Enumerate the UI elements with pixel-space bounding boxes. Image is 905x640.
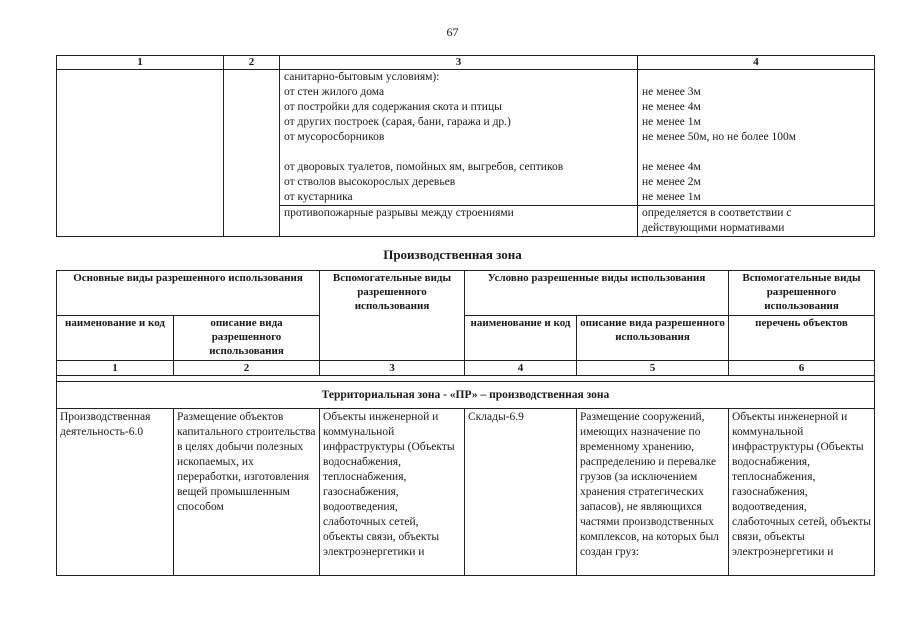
name-code-header: наименование и код <box>465 316 577 361</box>
distance-item: санитарно-бытовым условиям): <box>284 71 440 83</box>
column-number: 6 <box>729 361 875 376</box>
name-code-header: наименование и код <box>57 316 174 361</box>
zone-row <box>57 382 875 409</box>
aux-uses-header: Вспомогательные виды разрешенного использования <box>320 271 465 361</box>
column-number: 5 <box>577 361 729 376</box>
main-uses-header: Основные виды разрешенного использования <box>57 271 320 316</box>
distance-value: не менее 4м <box>642 101 701 113</box>
use-description: Размещение сооружений, имеющих назначение по временному хранению, распределению и перевалке грузов (за исключением хранения стратегических запасов), не являющихся частями производственных комплексов, на которых был создан груз: <box>577 409 729 576</box>
distance-value: не менее 1м <box>642 116 701 128</box>
empty-cell <box>57 70 224 237</box>
empty-cell <box>224 70 280 237</box>
distance-value: не менее 4м <box>642 161 701 173</box>
distance-item: от дворовых туалетов, помойных ям, выгребов, септиков <box>284 161 564 173</box>
aux-uses-header-2: Вспомогательные виды разрешенного использования <box>729 271 875 316</box>
fire-gap-value: определяется в соответствии с действующими нормативами <box>638 206 875 237</box>
description-header: описание вида разрешенного использования <box>577 316 729 361</box>
distance-descriptions <box>280 70 638 206</box>
conditional-uses-header: Условно разрешенные виды использования <box>465 271 729 316</box>
spacer <box>642 70 870 85</box>
object-list-header: перечень объектов <box>729 316 875 361</box>
header-cell: 2 <box>224 56 280 70</box>
table-header-row <box>57 56 875 70</box>
column-number: 4 <box>465 361 577 376</box>
spacer <box>642 145 870 160</box>
use-name-code: Производственная деятельность-6.0 <box>57 409 174 576</box>
distance-values <box>638 70 875 206</box>
distance-item: от других построек (сарая, бани, гаража и др.) <box>284 116 511 128</box>
sub-header-row <box>57 316 875 361</box>
distance-item: от стволов высокорослых деревьев <box>284 176 456 188</box>
column-number: 1 <box>57 361 174 376</box>
column-number: 3 <box>320 361 465 376</box>
page-number: 67 <box>446 25 459 39</box>
distance-item: от мусоросборников <box>284 131 385 143</box>
use-name-code: Склады-6.9 <box>465 409 577 576</box>
zone-row-label: Территориальная зона - «ПР» – производственная зона <box>57 382 875 409</box>
table-row <box>57 70 875 206</box>
object-list: Объекты инженерной и коммунальной инфраструктуры (Объекты водоснабжения, теплоснабжения, газоснабжения, водоотведения, слаботочных сетей, объекты связи, объекты электроэнергетики и <box>320 409 465 576</box>
distance-value: не менее 50м, но не более 100м <box>642 131 796 143</box>
column-number-row <box>57 361 875 376</box>
header-cell: 3 <box>280 56 638 70</box>
table-row <box>57 409 875 576</box>
distance-item: от постройки для содержания скота и птицы <box>284 101 502 113</box>
distance-table <box>56 55 875 237</box>
distance-value: не менее 3м <box>642 86 701 98</box>
distance-item: от кустарника <box>284 191 353 203</box>
use-description: Размещение объектов капитального строительства в целях добычи полезных ископаемых, их переработки, изготовления вещей промышленным способом <box>174 409 320 576</box>
distance-item: от стен жилого дома <box>284 86 385 98</box>
zone-title: Производственная зона <box>383 247 522 262</box>
column-number: 2 <box>174 361 320 376</box>
object-list: Объекты инженерной и коммунальной инфраструктуры (Объекты водоснабжения, теплоснабжения, газоснабжения, водоотведения, слаботочных сетей, объекты связи, объекты электроэнергетики и <box>729 409 875 576</box>
fire-gap-label: противопожарные разрывы между строениями <box>280 206 638 237</box>
header-cell: 1 <box>57 56 224 70</box>
spacer <box>284 145 633 160</box>
zoning-table <box>56 270 875 576</box>
distance-value: не менее 2м <box>642 176 701 188</box>
description-header: описание вида разрешенного использования <box>174 316 320 361</box>
group-header-row <box>57 271 875 316</box>
header-cell: 4 <box>638 56 875 70</box>
distance-value: не менее 1м <box>642 191 701 203</box>
